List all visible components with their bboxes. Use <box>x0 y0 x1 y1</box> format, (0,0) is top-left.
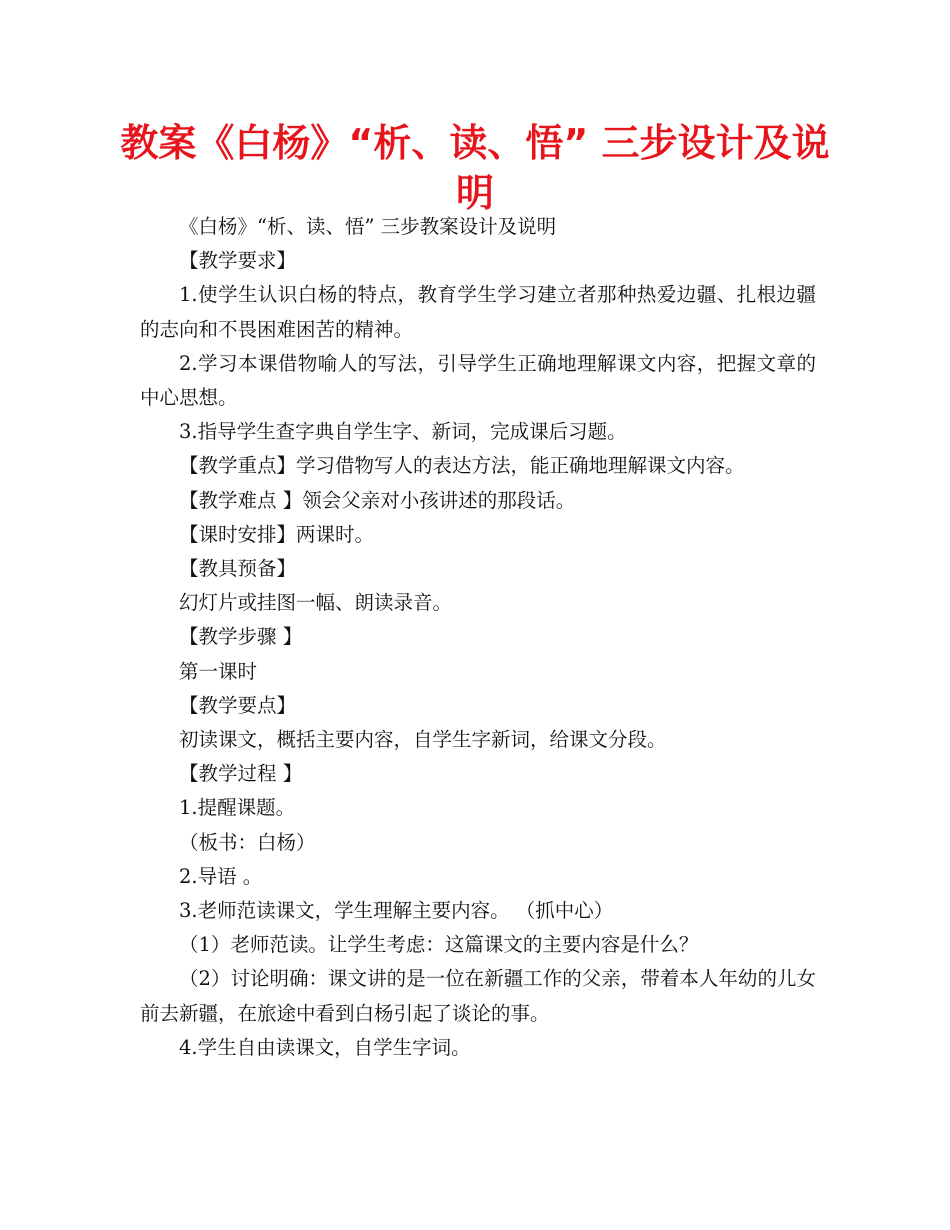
blackboard-note: （板书：白杨） <box>179 830 316 854</box>
lesson-one-heading: 第一课时 <box>179 659 258 683</box>
section-heading-materials: 【教具预备】 <box>179 557 297 581</box>
requirement-item-3: 3.指导学生查字典自学生字、新词，完成课后习题。 <box>179 420 627 444</box>
key-points-content: 初读课文，概括主要内容，自学生字新词，给课文分段。 <box>179 728 667 752</box>
process-sub-item-1: （1）老师范读。让学生考虑：这篇课文的主要内容是什么？ <box>179 933 699 957</box>
process-sub-item-2: （2）讨论明确：课文讲的是一位在新疆工作的父亲，带着本人年幼的儿女前去新疆，在旅途中看到白杨引起了谈论的事。 <box>140 967 816 1025</box>
requirement-item-2: 2.学习本课借物喻人的写法，引导学生正确地理解课文内容，把握文章的中心思想。 <box>140 351 816 410</box>
process-item-2: 2.导语 。 <box>179 864 263 888</box>
materials-line: 幻灯片或挂图一幅、朗读录音。 <box>179 591 453 615</box>
section-heading-steps: 【教学步骤 】 <box>179 625 303 649</box>
requirement-item-1: 1.使学生认识白杨的特点，教育学生学习建立者那种热爱边疆、扎根边疆的志向和不畏困难困苦的精神。 <box>140 283 816 341</box>
section-heading-requirements: 【教学要求】 <box>179 249 297 273</box>
section-heading-process: 【教学过程 】 <box>179 762 303 786</box>
subtitle-line: 《白杨》“析、读、悟” 三步教案设计及说明 <box>179 215 557 238</box>
process-item-3: 3.老师范读课文，学生理解主要内容。 （抓中心） <box>179 899 614 923</box>
document-body <box>140 210 816 1065</box>
process-item-1: 1.提醒课题。 <box>179 796 296 820</box>
schedule-line: 【课时安排】两课时。 <box>179 522 375 546</box>
document-title: 教案《白杨》“析、读、悟” 三步设计及说明 <box>120 121 830 215</box>
key-points-line: 【教学重点】学习借物写人的表达方法，能正确地理解课文内容。 <box>179 454 745 478</box>
difficulties-line: 【教学难点 】领会父亲对小孩讲述的那段话。 <box>179 488 576 512</box>
process-item-4: 4.学生自由读课文，自学生字词。 <box>179 1035 471 1059</box>
section-heading-key-points: 【教学要点】 <box>179 693 297 717</box>
